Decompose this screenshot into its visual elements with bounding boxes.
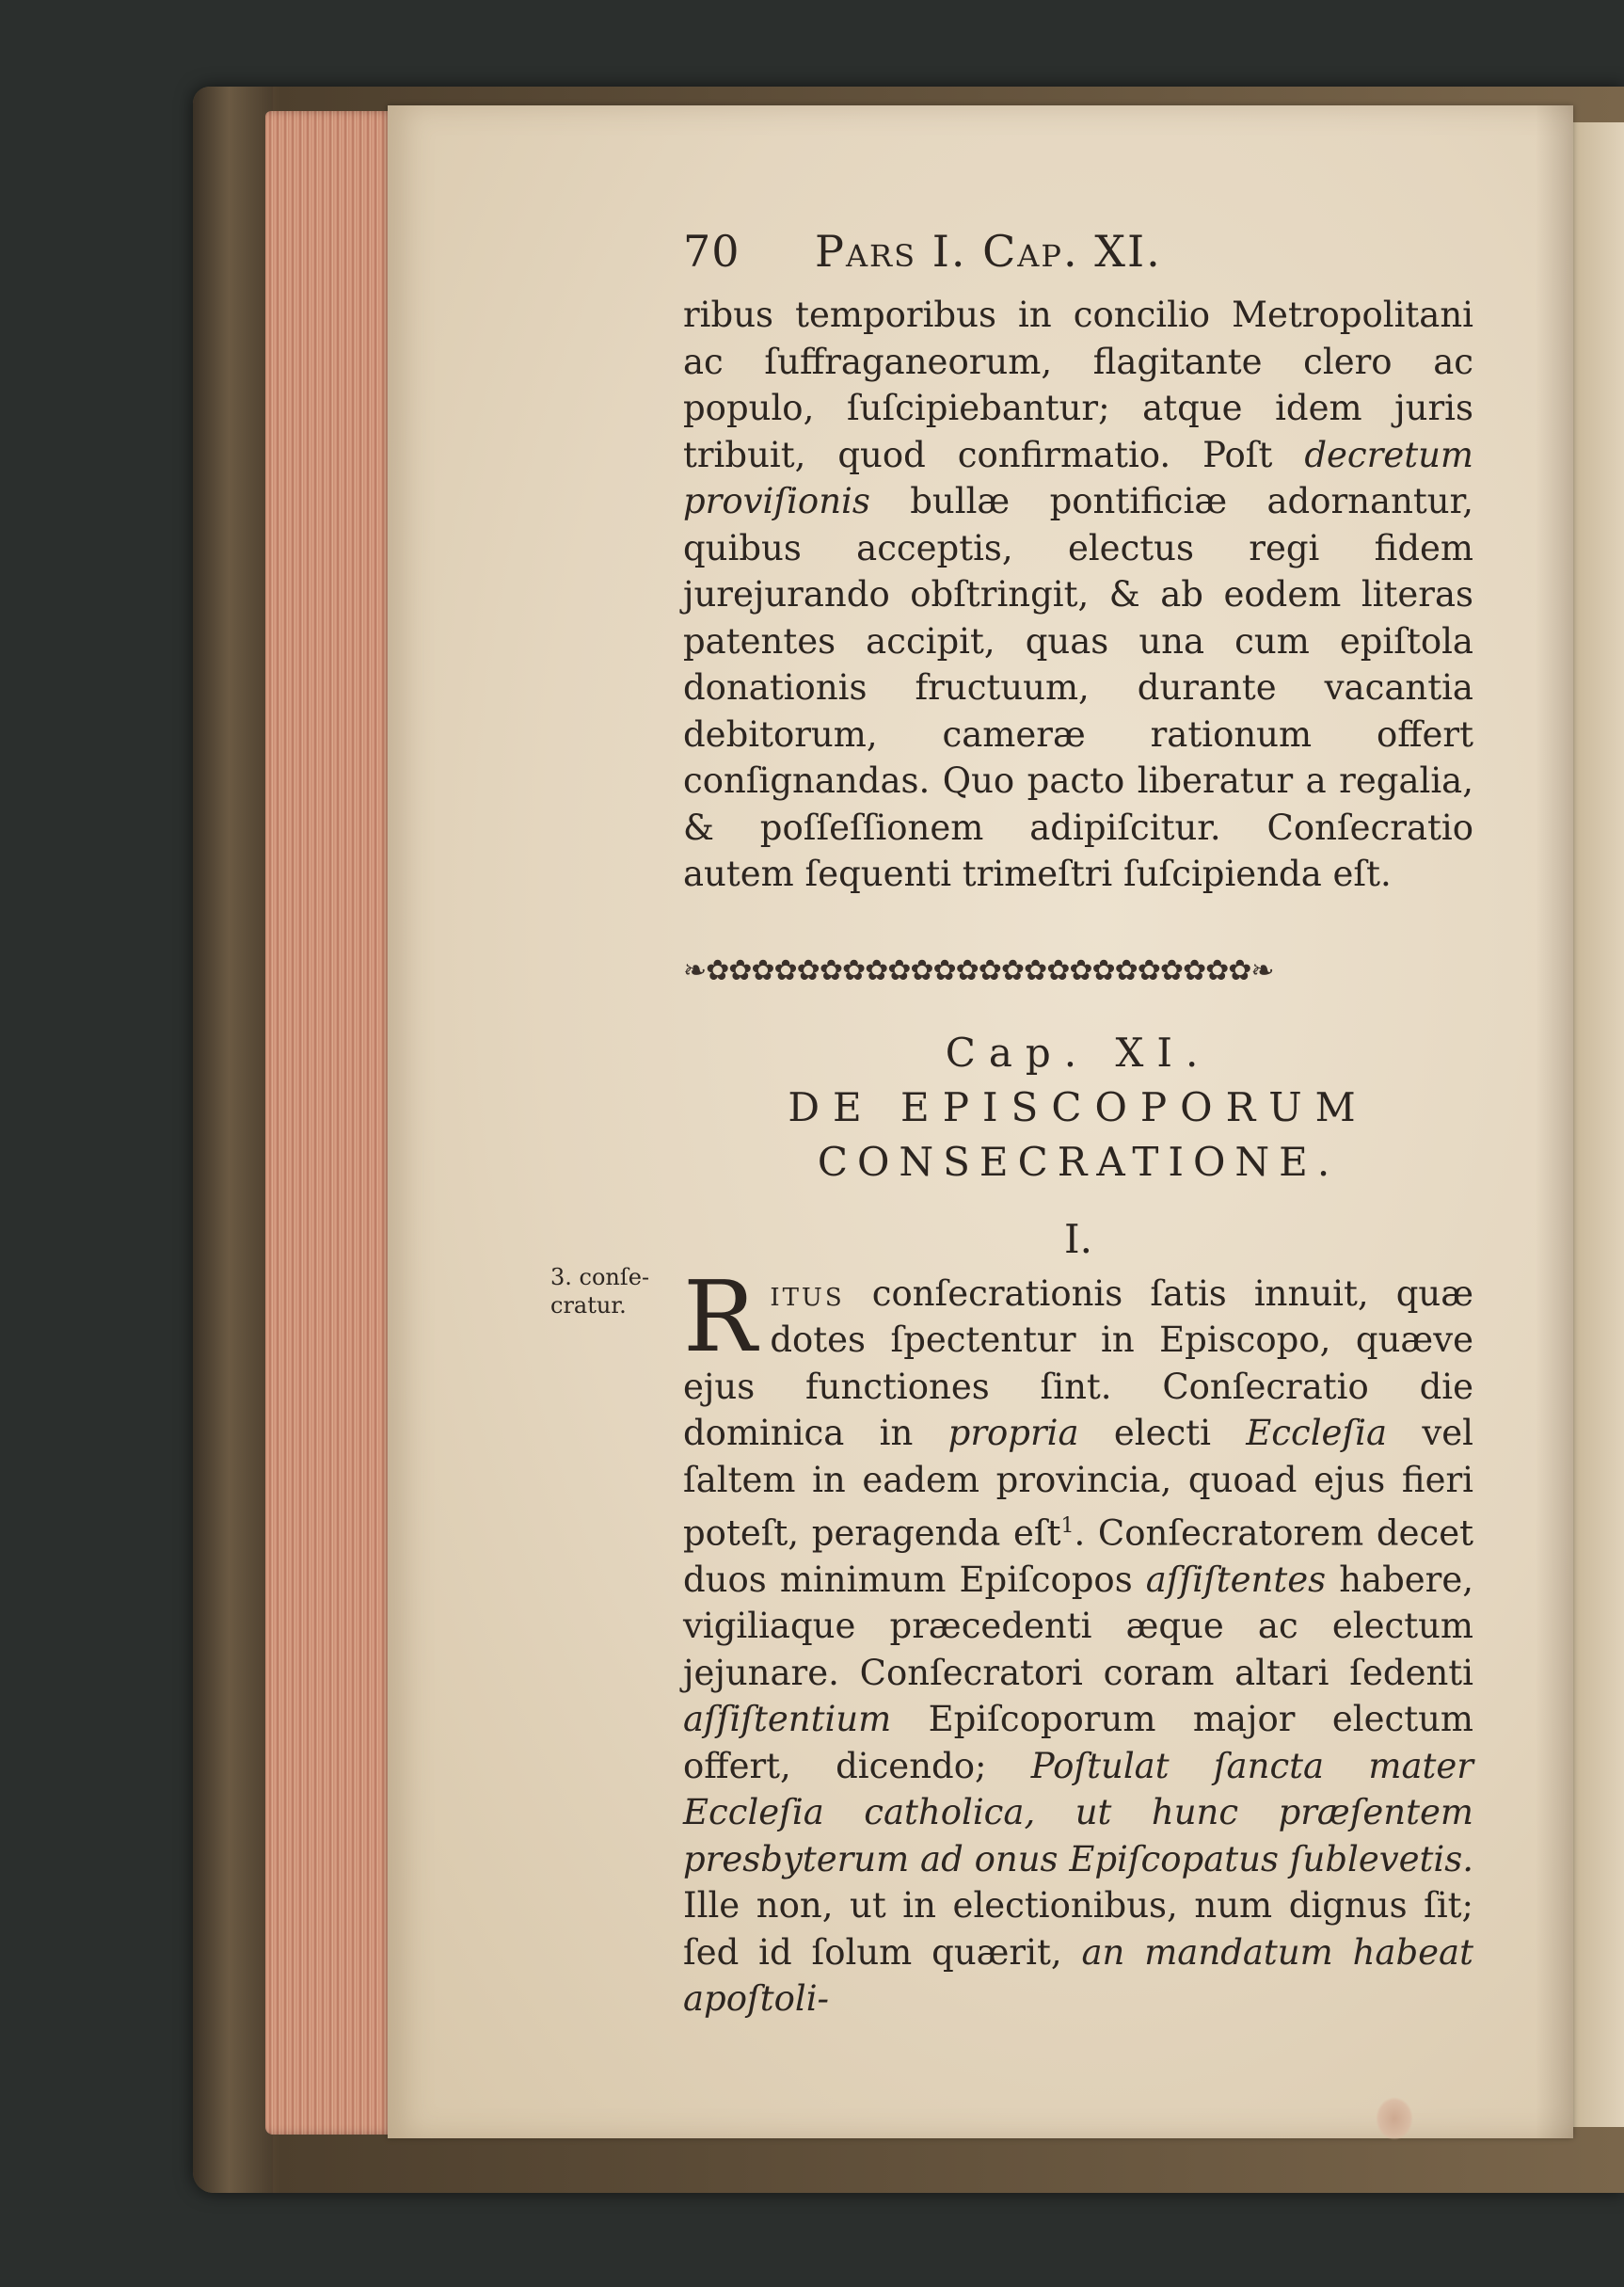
text-run: Epiſcoporum major electum offert, dicendo;: [683, 1699, 1473, 1786]
page-content: [683, 226, 1473, 2023]
text-run: habere, vigiliaque præcedenti æque ac electum jejunare. Conſecratori coram altari ſedenti: [683, 1559, 1474, 1693]
text-line: confirmatio. Poſt: [957, 434, 1305, 475]
italic-text: aſſiſtentium: [683, 1699, 892, 1740]
italic-text: Eccleſia: [1246, 1413, 1388, 1453]
italic-text: aſſiſtentes: [1145, 1559, 1327, 1600]
smallcaps-text: itus: [770, 1272, 845, 1314]
book-spine: [193, 87, 273, 2193]
italic-text: an mandatum habeat apoſtoli-: [683, 1931, 1473, 2020]
ornament-glyphs: ❧✿✿✿✿✿✿✿✿✿✿✿✿✿✿✿✿✿✿✿✿✿✿✿✿❧: [683, 954, 1274, 987]
first-paragraph: [683, 1258, 1474, 2023]
text-line: ſuſcipiebantur; atque idem juris tribuit, quod: [683, 388, 1473, 475]
section-number: I.: [1064, 1215, 1092, 1262]
chapter-label: Cap. XI.: [945, 1029, 1212, 1076]
page-stain: [1376, 2097, 1413, 2140]
text-run: bullæ pontificiæ adornantur, quibus acceptis, electus regi fidem jurejurando obſtringit, & ab eodem literas patentes accipit, quas una cum epiſtola donationis fructuum, durante vacantia debitorum, cameræ rationum offert conſignandas. Quo pacto liberatur a regalia, & poſſeſſionem adipiſcitur. Conſecratio autem ſequenti trimeſtri ſuſcipienda eſt.: [683, 481, 1473, 894]
text-run: electi: [1078, 1413, 1247, 1453]
italic-text: propria: [947, 1413, 1079, 1453]
text-run: Ille non, ut in electionibus, num dignus ſit; ſed id ſolum quærit,: [683, 1885, 1473, 1973]
drop-cap: R: [683, 1258, 757, 1374]
ornament-divider: [683, 954, 1473, 988]
italic-text: Poſtulat ſancta mater Eccleſia catholica, ut hunc præſentem presbyterum ad onus Epiſcopatus ſublevetis.: [683, 1745, 1473, 1879]
text-run: vel ſaltem in eadem provincia, quoad ejus fieri poteſt, peragenda eſt: [683, 1413, 1474, 1554]
page-edges: [265, 111, 397, 2135]
margin-note: 3. conſe- cratur.: [550, 1264, 650, 1319]
footnote-mark: 1: [1060, 1514, 1075, 1538]
chapter-title-line2: CONSECRATIONE.: [817, 1138, 1340, 1185]
continuation-paragraph: [683, 292, 1473, 898]
facing-page-edge: [1573, 122, 1624, 2127]
text-run: conſecrationis ſatis innuit, quæ dotes ſpectentur in Episcopo, quæve ejus functiones ſint. Conſecratio die dominica in: [683, 1272, 1473, 1453]
page-number: 70: [683, 226, 740, 277]
text-line: ribus temporibus in concilio Metropolitani ac: [683, 295, 1473, 382]
running-head: Pars I. Cap. XI.: [815, 226, 1162, 277]
text-run: . Conſecratorem decet duos minimum Epiſcopos: [683, 1512, 1473, 1600]
chapter-title-line1: DE EPISCOPORUM: [788, 1083, 1369, 1130]
page-header: [683, 226, 1473, 292]
italic-text: decretum proviſionis: [683, 434, 1473, 521]
text-line: ſuffraganeorum, flagitante clero ac populo,: [683, 341, 1473, 428]
